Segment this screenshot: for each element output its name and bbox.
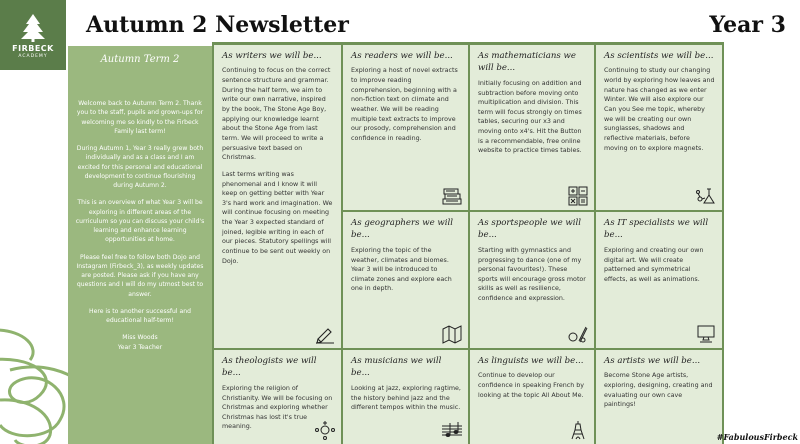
card-linguists xyxy=(470,350,594,444)
card-scientists xyxy=(596,45,722,210)
card-body: Initially focusing on addition and subtraction before moving onto multiplication and division. This term will focus strongly on times tables, securing our x3 and moving onto x4's. Hit the Button is a recommendable, free online website to practice times tables. xyxy=(478,79,582,155)
science-icon xyxy=(695,186,717,206)
sports-icon xyxy=(567,324,589,344)
signoff-name: Miss Woods xyxy=(122,334,158,342)
card-heading: As musicians we will be... xyxy=(351,356,442,379)
logo-name: FIRBECK xyxy=(12,43,54,53)
year-label: Year 3 xyxy=(709,12,786,38)
card-heading: As geographers we will be... xyxy=(351,218,453,241)
card-heading: As artists we will be... xyxy=(604,356,701,366)
card-sportspeople xyxy=(470,212,594,348)
eiffel-tower-icon xyxy=(567,420,589,440)
map-icon xyxy=(441,324,463,344)
card-body: Looking at jazz, exploring ragtime, the history behind jazz and the different tempos within the music. xyxy=(351,384,461,412)
card-body: Exploring the religion of Christianity. We will be focusing on Christmas and exploring whether Christmas has lost it's true meaning. xyxy=(222,384,333,431)
card-heading: As IT specialists we will be... xyxy=(604,218,709,241)
card-body: Continue to develop our confidence in speaking French by looking at the topic All About Me. xyxy=(478,372,585,399)
logo-subtitle: ACADEMY xyxy=(18,53,48,59)
card-paragraph: Continuing to focus on the correct sentence structure and grammar. During the half term, we aim to write our own narrative, inspired by the book, The Stone Age Boy, applying our knowledge learnt about the Stone Age from last term. We will proceed to write a persuasive text based on Christmas. xyxy=(222,67,331,162)
intro-paragraph: Welcome back to Autumn Term 2. Thank you to the staff, pupils and grown-ups for welcoming me so kindly to the Firbeck Family last term! xyxy=(76,100,204,135)
card-it-specialists xyxy=(596,212,722,348)
card-heading: As sportspeople we will be... xyxy=(478,218,582,241)
card-writers xyxy=(214,45,341,348)
card-heading: As scientists we will be... xyxy=(604,51,714,61)
computer-icon xyxy=(695,324,717,344)
card-theologists xyxy=(214,350,341,444)
intro-paragraph: Here is to another successful and educational half-term! xyxy=(89,307,191,324)
card-heading: As mathematicians we will be... xyxy=(478,51,576,74)
tree-icon xyxy=(18,12,48,42)
card-body: Starting with gymnastics and progressing to dance (one of my personal favourites!). These sports will encourage gross motor skills as well as resilience, confidence and expression. xyxy=(478,246,586,303)
books-icon xyxy=(441,186,463,206)
intro-heading: Autumn Term 2 xyxy=(100,54,180,65)
card-heading: As readers we will be... xyxy=(351,51,453,61)
card-readers xyxy=(343,45,468,210)
card-artists xyxy=(596,350,722,444)
newsletter-title: Autumn 2 Newsletter xyxy=(86,12,349,38)
maths-symbols-icon xyxy=(567,186,589,206)
card-body: Continuing to study our changing world by exploring how leaves and nature has changed as we enter Winter. We will also explore our Can you See me topic, whereby we will be creating our own sunglasses, shadows and reflective materials, before moving on to explore magnets. xyxy=(604,67,715,152)
religion-symbols-icon xyxy=(314,420,336,440)
card-body: Become Stone Age artists, exploring, designing, creating and evaluating our own cave paintings! xyxy=(604,372,713,409)
card-heading: As linguists we will be... xyxy=(478,356,584,366)
academy-logo xyxy=(0,0,66,70)
intro-paragraph: This is an overview of what Year 3 will be exploring in different areas of the curriculum so you can discuss your child's learning and enhance learning opportunities at home. xyxy=(75,199,205,244)
intro-signoff xyxy=(74,333,206,352)
card-body: Exploring a host of novel extracts to improve reading comprehension, beginning with a non-fiction text on climate and weather. We will be reading multiple text extracts to improve our prosody, comprehension and confidence in reading. xyxy=(351,67,458,142)
intro-paragraph: During Autumn 1, Year 3 really grew both individually and as a class and I am excited for this personal and educational development to continue flourishing during Autumn 2. xyxy=(76,145,204,189)
footer-hashtag: #FabulousFirbeck xyxy=(716,432,798,442)
card-body: Exploring the topic of the weather, climates and biomes. Year 3 will be introduced to climate zones and explore each one in depth. xyxy=(351,246,452,293)
intro-paragraph: Please feel free to follow both Dojo and Instagram (Firbeck_3), as weekly updates are posted. Please ask if you have any questions and I will do my utmost best to answer. xyxy=(76,253,204,298)
music-notes-icon xyxy=(441,420,463,440)
curriculum-grid xyxy=(212,42,724,444)
card-heading: As writers we will be... xyxy=(222,51,322,61)
pencil-icon xyxy=(314,324,336,344)
intro-panel xyxy=(68,46,212,444)
card-body: Exploring and creating our own digital art. We will create patterned and symmetrical effects, as well as animations. xyxy=(604,246,704,283)
card-heading: As theologists we will be... xyxy=(222,356,317,379)
signoff-role: Year 3 Teacher xyxy=(117,343,163,351)
card-geographers xyxy=(343,212,468,348)
card-musicians xyxy=(343,350,468,444)
card-paragraph: Last terms writing was phenomenal and I know it will keep on getting better with Year 3's hard work and imagination. We will continue focusing on meeting the Year 3 expected standard of joined, legible writing in each of our pieces. Statutory spellings will continue to be sent out weekly on Dojo. xyxy=(222,170,333,265)
card-body xyxy=(222,66,334,266)
card-mathematicians xyxy=(470,45,594,210)
